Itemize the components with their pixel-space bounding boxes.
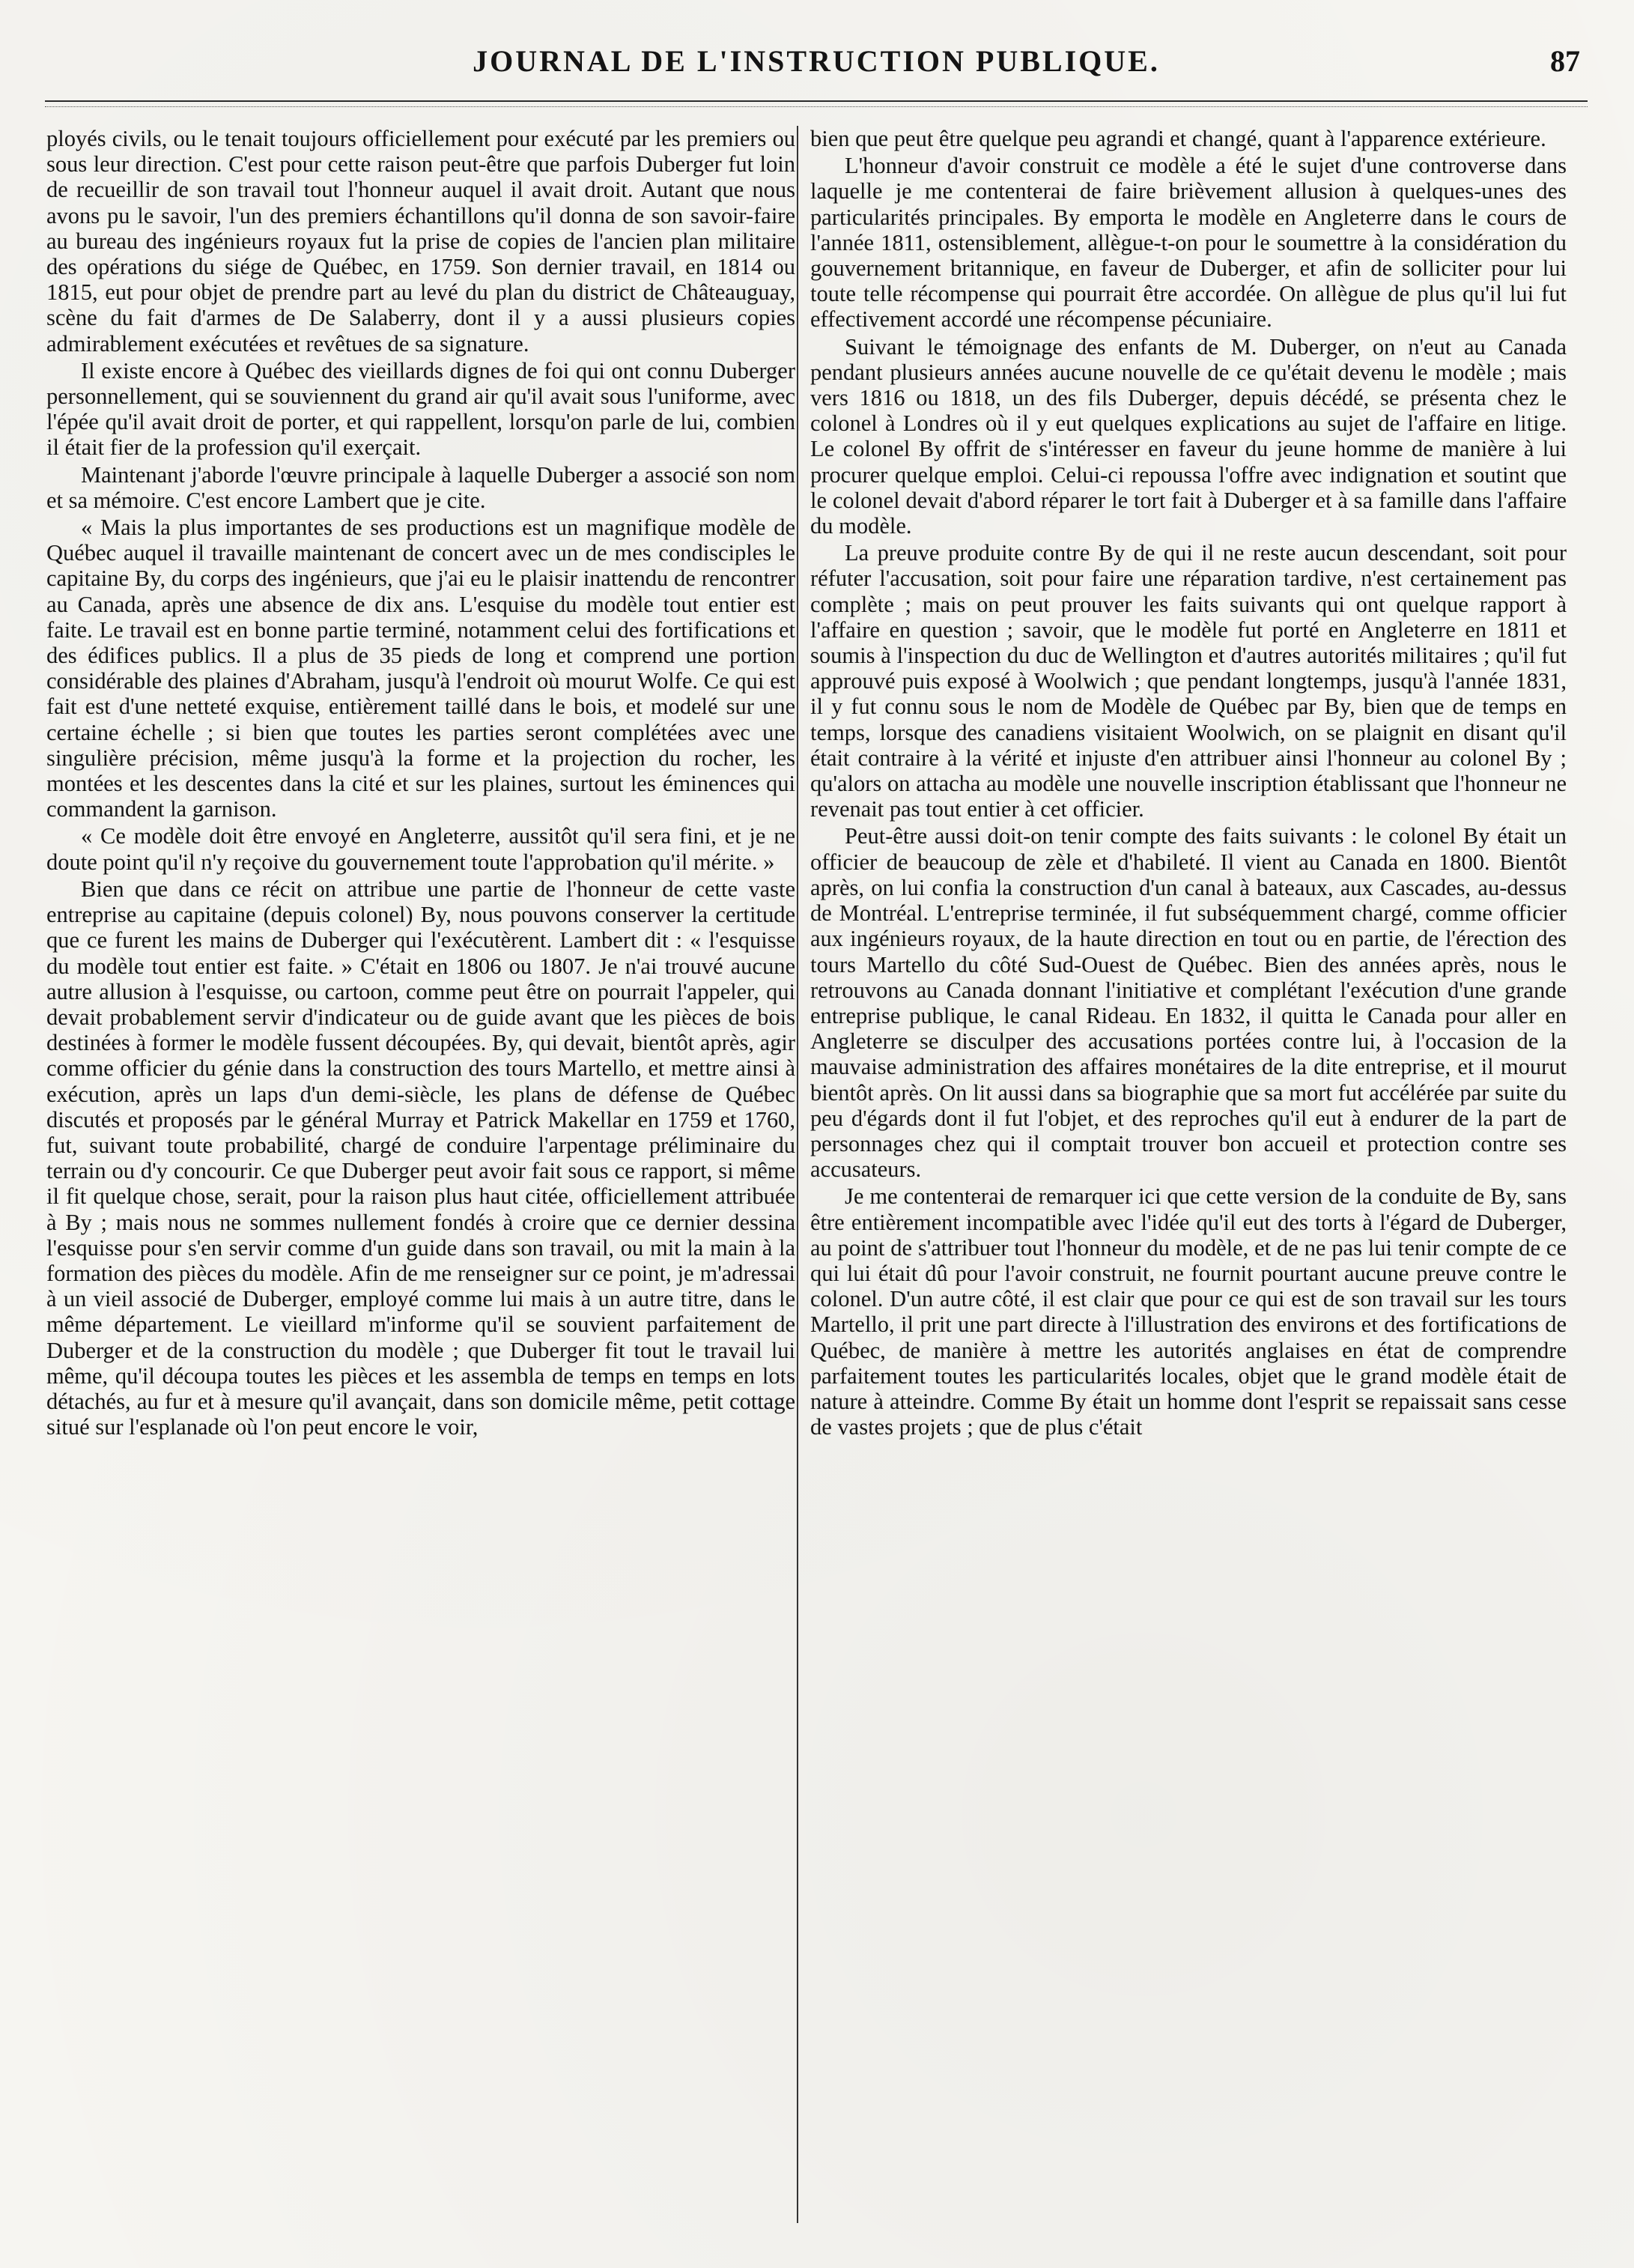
left-paragraph-4: « Mais la plus importantes de ses productions est un magnifique modèle de Québec auquel il travaille maintenant de concert avec un de mes condisciples le capitaine By, du corps des ingénieurs, que j'ai eu le plaisir inattendu de rencontrer au Canada, après une absence de dix ans. L'esquise du modèle tout entier est faite. Le travail est en bonne partie terminé, notamment celui des fortifications et des édifices publics. Il a plus de 35 pieds de long et comprend une portion considérable des plaines d'Abraham, jusqu'à l'endroit où mourut Wolfe. Ce qui est fait est d'une netteté exquise, entièrement taillé dans le bois, et modelé sur une certaine échelle ; si bien que toutes les parties seront complétées avec une singulière précision, même jusqu'à la forme et la projection du rocher, les montées et les descentes dans la cité et sur les plaines, surtout les éminences qui commandent la garnison.	[46, 515, 795, 822]
column-divider	[797, 126, 798, 2223]
left-paragraph-2: Il existe encore à Québec des vieillards dignes de foi qui ont connu Duberger personnellement, qui se souviennent du grand air qu'il avait sous l'uniforme, avec l'épée qu'il avait droit de porter, et qui rappellent, lorsqu'on parle de lui, combien il était fier de la profession qu'il exerçait.	[46, 357, 795, 461]
running-head	[45, 43, 1588, 85]
page-number: 87	[1550, 44, 1580, 78]
journal-title: JOURNAL DE L'INSTRUCTION PUBLIQUE.	[473, 44, 1160, 78]
right-paragraph-4: La preuve produite contre By de qui il ne reste aucun descendant, soit pour réfuter l'accusation, soit pour faire une réparation tardive, n'est certainement pas complète ; mais on peut prouver les faits suivants qui ont quelque rapport à l'affaire en question ; savoir, que le modèle fut porté en Angleterre en 1811 et soumis à l'inspection du duc de Wellington et d'autres autorités militaires ; qu'il fut approuvé puis exposé à Woolwich ; que pendant longtemps, jusqu'à l'année 1831, il y fut connu sous le nom de Modèle de Québec par By, bien que de temps en temps, lorsque des canadiens visitaient Woolwich, on se plaignit en disant qu'il était contraire à la vérité et injuste d'en attribuer ainsi l'honneur au colonel By ; qu'alors on attacha au modèle une nouvelle inscription établissant que l'honneur ne revenait pas tout entier à cet officier.	[810, 540, 1567, 822]
left-paragraph-1: ployés civils, ou le tenait toujours officiellement pour exécuté par les premiers ou sous leur direction. C'est pour cette raison peut-être que parfois Duberger fut loin de recueillir de son travail tout l'honneur auquel il avait droit. Autant que nous avons pu le savoir, l'un des premiers échantillons qu'il donna de son savoir-faire au bureau des ingénieurs royaux fut la prise de copies de l'ancien plan militaire des opérations du siége de Québec, en 1759. Son dernier travail, en 1814 ou 1815, eut pour objet de prendre part au levé du plan du district de Châteauguay, scène du fait d'armes de De Salaberry, dont il y a aussi plusieurs copies admirablement exécutées et revêtues de sa signature.	[46, 126, 795, 357]
right-paragraph-1: bien que peut être quelque peu agrandi et changé, quant à l'apparence extérieure.	[810, 126, 1546, 151]
left-column	[46, 126, 795, 2238]
left-paragraph-3: Maintenant j'aborde l'œuvre principale à laquelle Duberger a associé son nom et sa mémoire. C'est encore Lambert que je cite.	[46, 461, 795, 513]
right-paragraph-6: Je me contenterai de remarquer ici que cette version de la conduite de By, sans être entièrement incompatible avec l'idée qu'il eut des torts à l'égard de Duberger, au point de s'attribuer tout l'honneur du modèle, et de ne pas lui tenir compte de ce qui lui était dû pour l'avoir construit, ne fournit pourtant aucune preuve contre le colonel. D'un autre côté, il est clair que pour ce qui est de son travail sur les tours Martello, il prit une part directe à l'illustration des environs et des fortifications de Québec, de manière à mettre les autorités anglaises en état de comprendre parfaitement toutes les particularités locales, objet que le grand modèle était de nature à atteindre. Comme By était un homme dont l'esprit se repaissait sans cesse de vastes projets ; que de plus c'était	[810, 1183, 1567, 1440]
right-paragraph-2: L'honneur d'avoir construit ce modèle a été le sujet d'une controverse dans laquelle je me contenterai de faire brièvement allusion à quelques-unes des particularités principales. By emporta le modèle en Angleterre dans le cours de l'année 1811, ostensiblement, allègue-t-on pour le soumettre à la considération du gouvernement britannique, en faveur de Duberger, et afin de solliciter pour lui toute telle récompense qui pourrait être accordée. On allègue de plus qu'il lui fut effectivement accordé une récompense pécuniaire.	[810, 153, 1567, 333]
right-paragraph-3: Suivant le témoignage des enfants de M. Duberger, on n'eut au Canada pendant plusieurs années aucune nouvelle de ce qu'était devenu le modèle ; mais vers 1816 ou 1818, un des fils Duberger, depuis décédé, se présenta chez le colonel à Londres où il y eut quelques explications au sujet de l'affaire en litige. Le colonel By offrit de s'intéresser en faveur du jeune homme de manière à lui procurer quelque emploi. Celui-ci repoussa l'offre avec indignation et soutint que le colonel devait d'abord réparer le tort fait à Duberger et à sa famille dans l'affaire du modèle.	[810, 333, 1567, 539]
right-paragraph-5: Peut-être aussi doit-on tenir compte des faits suivants : le colonel By était un officier de beaucoup de zèle et d'habileté. Il vient au Canada en 1800. Bientôt après, on lui confia la construction d'un canal à bateaux, aux Cascades, au-dessus de Montréal. L'entreprise terminée, il fut subséquemment chargé, comme officier aux ingénieurs royaux, de la haute direction en tout ou en partie, de l'érection des tours Martello du côté Sud-Ouest de Québec. Bien des années après, nous le retrouvons au Canada donnant l'initiative et complétant l'exécution d'une grande entreprise publique, le canal Rideau. En 1832, il quitta le Canada pour aller en Angleterre se disculper des accusations portées contre lui, à l'occasion de la mauvaise administration des affaires monétaires de la dite entreprise, et il mourut bientôt après. On lit aussi dans sa biographie que sa mort fut accélérée par suite du peu d'égards dont il fut l'objet, et des reproches qu'il eut à endurer de la part de personnages chez qui il comptait trouver bon accueil et protection contre ses accusateurs.	[810, 823, 1567, 1183]
header-rule	[45, 100, 1588, 107]
left-paragraph-6: Bien que dans ce récit on attribue une partie de l'honneur de cette vaste entreprise au capitaine (depuis colonel) By, nous pouvons conserver la certitude que ce furent les mains de Duberger qui l'exécutèrent. Lambert dit : « l'esquisse du modèle tout entier est faite. » C'était en 1806 ou 1807. Je n'ai trouvé aucune autre allusion à l'esquisse, ou cartoon, comme peut être on pourrait l'appeler, qui devait probablement servir d'indicateur ou de guide avant que les pièces de bois destinées à former le modèle fussent découpées. By, qui devait, bientôt après, agir comme officier du génie dans la construction des tours Martello, et mettre ainsi à exécution, après un laps d'un demi-siècle, les plans de défense de Québec discutés et proposés par le général Murray et Patrick Makellar en 1759 et 1760, fut, suivant toute probabilité, chargé de conduire l'arpentage préliminaire du terrain ou d'y concourir. Ce que Duberger peut avoir fait sous ce rapport, si même il fit quelque chose, serait, pour la raison plus haut citée, officiellement attribuée à By ; mais nous ne sommes nullement fondés à croire que ce dernier dessina l'esquisse pour s'en servir comme d'un guide dans son travail, ou mit la main à la formation des pièces du modèle. Afin de me renseigner sur ce point, je m'adressai à un vieil associé de Duberger, employé comme lui mais à un autre titre, dans le même département. Le vieillard m'informe qu'il se souvient parfaitement de Duberger et de la construction du modèle ; que Duberger fit tout le travail lui même, qu'il découpa toutes les pièces et les assembla de temps en temps en lots détachés, au fur et à mesure qu'il avançait, dans son domicile même, petit cottage situé sur l'esplanade où l'on peut encore le voir,	[46, 876, 795, 1440]
right-column	[810, 126, 1567, 2238]
left-paragraph-5: « Ce modèle doit être envoyé en Angleterre, aussitôt qu'il sera fini, et je ne doute point qu'il n'y reçoive du gouvernement toute l'approbation qu'il mérite. »	[46, 823, 795, 875]
